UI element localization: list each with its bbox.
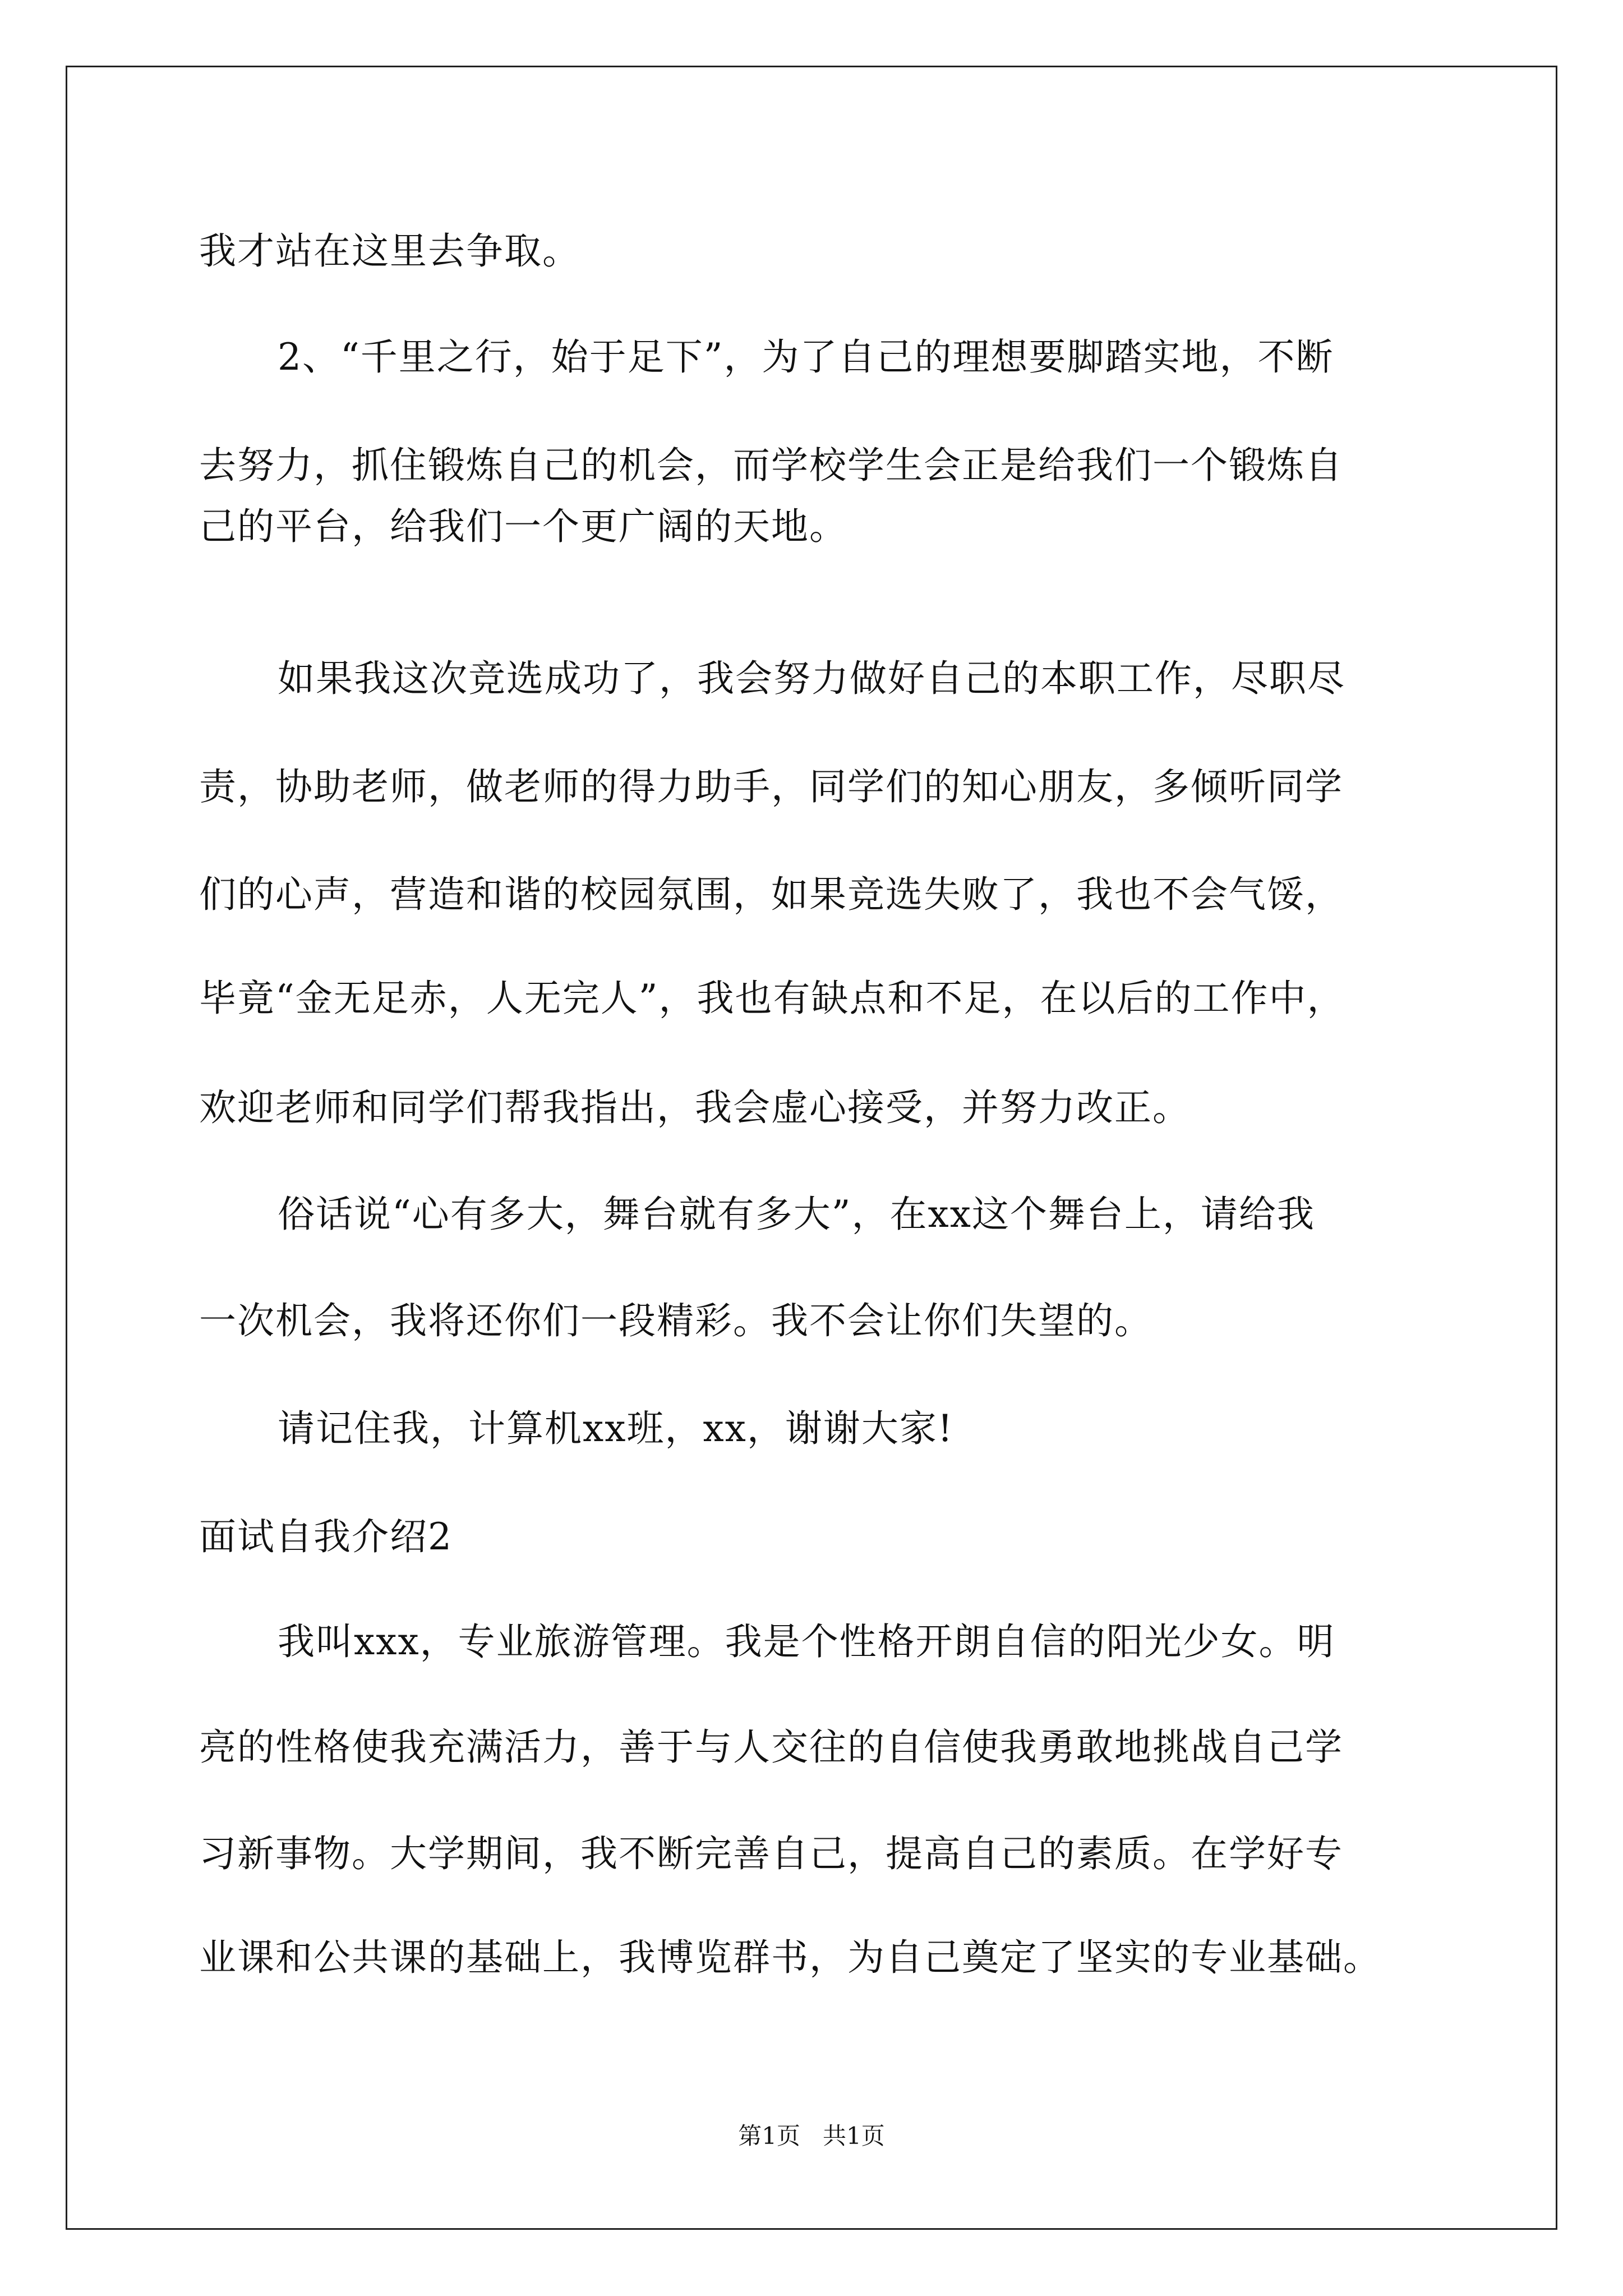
text-line: 责，协助老师，做老师的得力助手，同学们的知心朋友，多倾听同学 [199,765,1343,808]
page-number-footer: 第1页 共1页 [738,2122,885,2150]
text-line: 习新事物。大学期间，我不断完善自己，提高自己的素质。在学好专 [199,1832,1343,1875]
page-border [66,66,1557,2230]
text-line: 如果我这次竞选成功了，我会努力做好自己的本职工作，尽职尽 [278,657,1345,700]
text-line: 2、“千里之行，始于足下”，为了自己的理想要脚踏实地，不断 [278,335,1334,379]
text-line: 己的平台，给我们一个更广阔的天地。 [199,505,847,548]
text-line: 请记住我，计算机xx班，xx，谢谢大家! [278,1407,954,1450]
text-line: 欢迎老师和同学们帮我指出，我会虚心接受，并努力改正。 [199,1086,1191,1129]
text-line: 亮的性格使我充满活力，善于与人交往的自信使我勇敢地挑战自己学 [199,1726,1343,1769]
text-line: 我才站在这里去争取。 [199,229,580,273]
text-line: 业课和公共课的基础上，我博览群书，为自己奠定了坚实的专业基础。 [199,1936,1381,1979]
text-line: 俗话说“心有多大，舞台就有多大”，在xx这个舞台上，请给我 [278,1193,1315,1236]
text-line: 一次机会，我将还你们一段精彩。我不会让你们失望的。 [199,1299,1152,1342]
text-line: 们的心声，营造和谐的校园氛围，如果竞选失败了，我也不会气馁， [199,873,1343,916]
text-line: 毕竟“金无足赤，人无完人”，我也有缺点和不足，在以后的工作中， [199,977,1345,1020]
text-line: 我叫xxx，专业旅游管理。我是个性格开朗自信的阳光少女。明 [278,1620,1335,1663]
section-heading: 面试自我介绍2 [199,1515,453,1558]
text-line: 去努力，抓住锻炼自己的机会，而学校学生会正是给我们一个锻炼自 [199,444,1343,487]
